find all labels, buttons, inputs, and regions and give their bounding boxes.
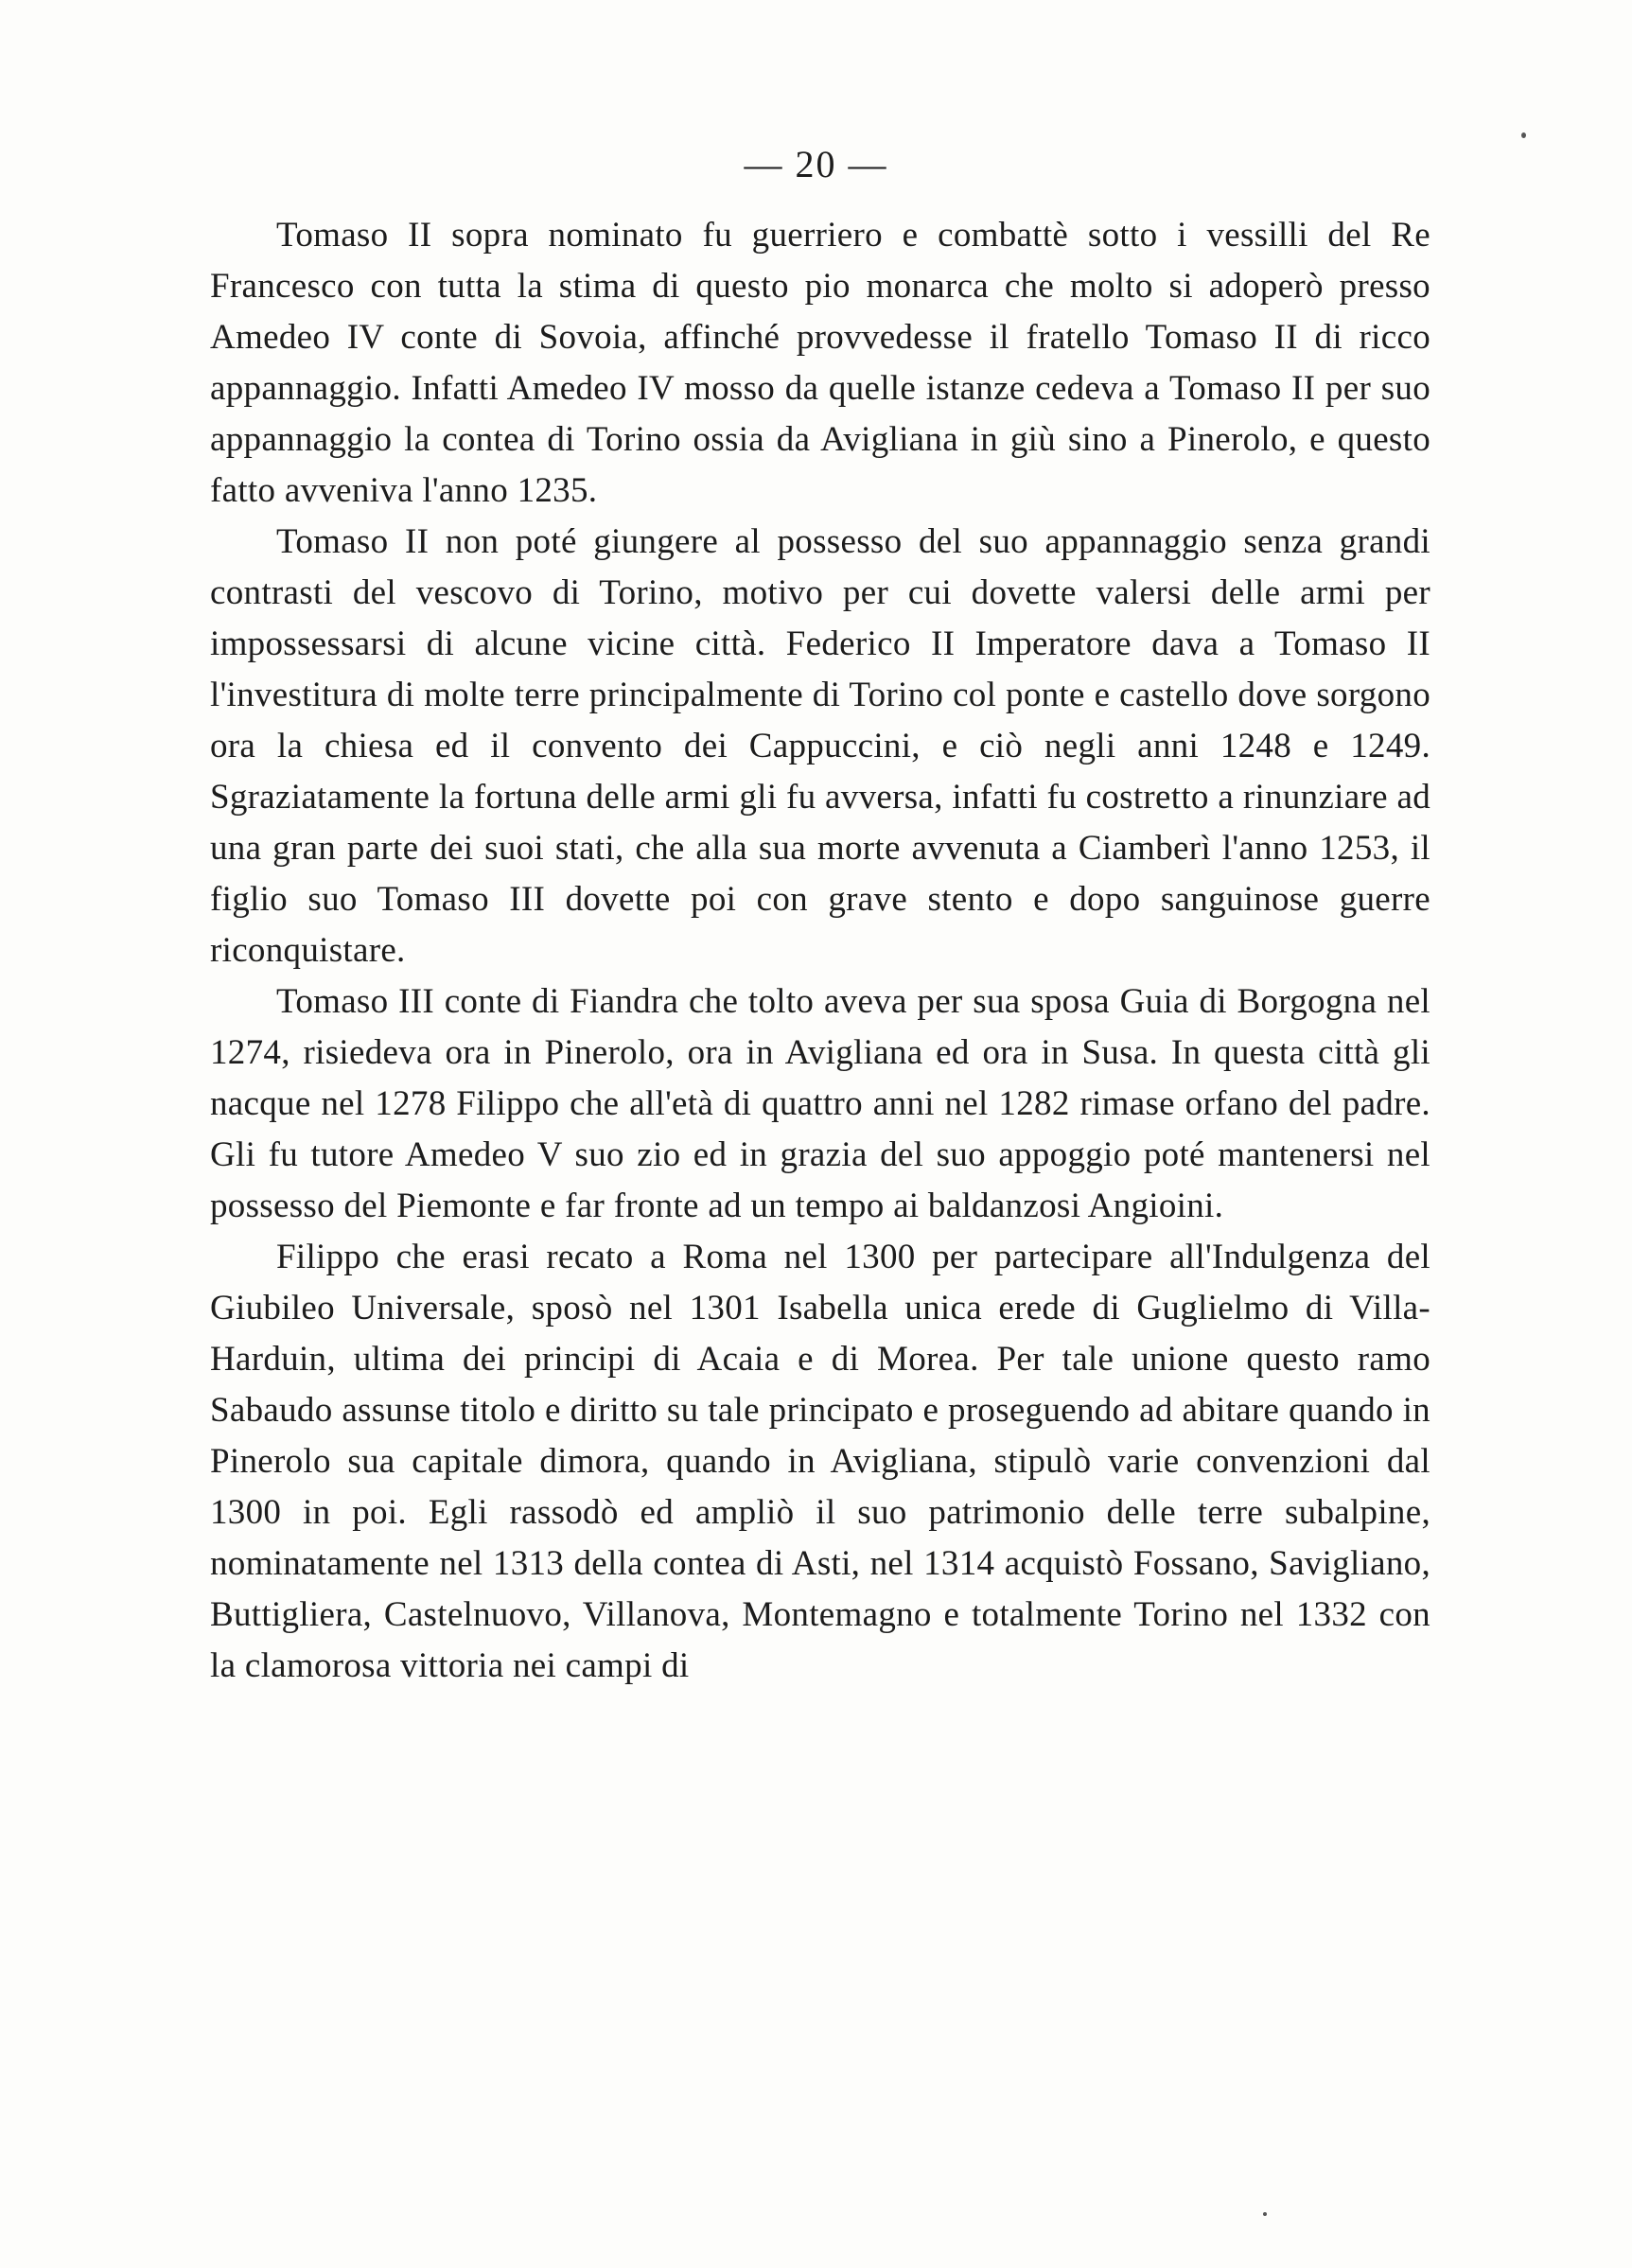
paragraph-1: Tomaso II sopra nominato fu guerriero e combattè sotto i vessilli del Re Francesco con tutta la stima di questo pio monarca che molto si adoperò presso Amedeo IV conte di Sovoia, affinché provvedesse il fratello Tomaso II di ricco appannaggio. Infatti Amedeo IV mosso da quelle istanze cedeva a Tomaso II per suo appannaggio la contea di Torino ossia da Avigliana in giù sino a Pinerolo, e questo fatto avveniva l'anno 1235. [210,216,1430,510]
paper-speck [1263,2212,1267,2216]
page-number: — 20 — [744,143,888,185]
paragraph-4: Filippo che erasi recato a Roma nel 1300 per partecipare all'Indulgenza del Giubileo Universale, sposò nel 1301 Isabella unica erede di Guglielmo di Villa-Harduin, ultima dei principi di Acaia e di Morea. Per tale unione questo ramo Sabaudo assunse titolo e diritto su tale principato e proseguendo ad abitare quando in Pinerolo sua capitale dimora, quando in Avigliana, stipulò varie convenzioni dal 1300 in poi. Egli rassodò ed ampliò il suo patrimonio delle terre subalpine, nominatamente nel 1313 della contea di Asti, nel 1314 acquistò Fossano, Savigliano, Buttigliera, Castelnuovo, Villanova, Montemagno e totalmente Torino nel 1332 con la clamorosa vittoria nei campi di [210,1238,1430,1685]
paragraph-3: Tomaso III conte di Fiandra che tolto aveva per sua sposa Guia di Borgogna nel 1274, risiedeva ora in Pinerolo, ora in Avigliana ed ora in Susa. In questa città gli nacque nel 1278 Filippo che all'età di quattro anni nel 1282 rimase orfano del padre. Gli fu tutore Amedeo V suo zio ed in grazia del suo appoggio poté mantenersi nel possesso del Piemonte e far fronte ad un tempo ai baldanzosi Angioini. [210,982,1430,1225]
paper-speck [1521,132,1526,138]
paragraph-2: Tomaso II non poté giungere al possesso del suo appannaggio senza grandi contrasti del vescovo di Torino, motivo per cui dovette valersi delle armi per impossessarsi di alcune vicine città. Federico II Imperatore dava a Tomaso II l'investitura di molte terre principalmente di Torino col ponte e castello dove sorgono ora la chiesa ed il convento dei Cappuccini, e ciò negli anni 1248 e 1249. Sgraziatamente la fortuna delle armi gli fu avversa, infatti fu costretto a rinunziare ad una gran parte dei suoi stati, che alla sua morte avvenuta a Ciamberì l'anno 1253, il figlio suo Tomaso III dovette poi con grave stento e dopo sanguinose guerre riconquistare. [210,522,1430,970]
body-text [210,210,1430,1692]
